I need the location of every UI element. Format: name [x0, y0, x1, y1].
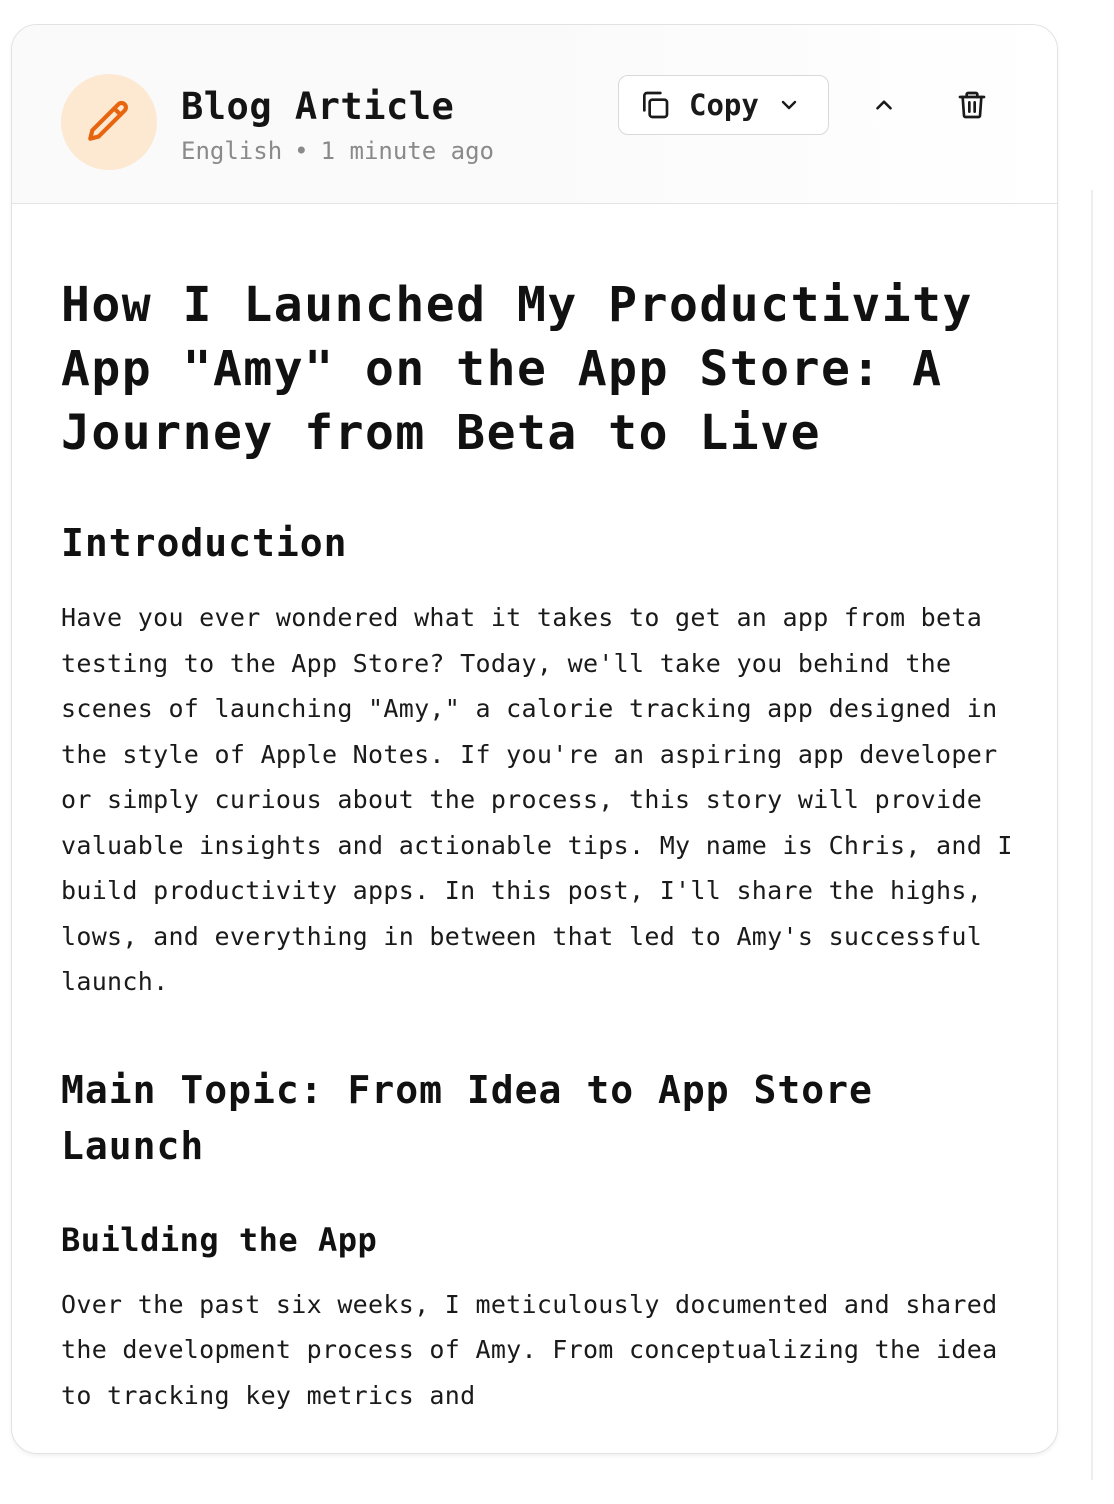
- section-heading-main-topic: Main Topic: From Idea to App Store Launch: [61, 1067, 873, 1168]
- chevron-up-icon: [871, 92, 897, 118]
- meta-separator: •: [294, 137, 309, 165]
- subheading-building-the-app: Building the App: [61, 1220, 378, 1259]
- building-paragraph: Over the past six weeks, I meticulously documented and shared the development process of Amy. From conceptualizing the idea to tracking key metrics and: [61, 1289, 998, 1410]
- blog-article-card: [11, 24, 1058, 1454]
- card-header: [12, 25, 1057, 204]
- copy-button-label: Copy: [689, 88, 759, 122]
- copy-options-toggle[interactable]: [777, 93, 801, 117]
- avatar: [61, 74, 157, 170]
- copy-button[interactable]: [618, 75, 829, 135]
- trash-icon: [956, 89, 988, 121]
- pencil-icon: [84, 97, 134, 147]
- timestamp: 1 minute ago: [320, 137, 494, 165]
- delete-button[interactable]: [952, 85, 992, 125]
- chevron-down-icon: [777, 93, 801, 117]
- article-title: How I Launched My Productivity App "Amy" on the App Store: A Journey from Beta to Live: [61, 277, 973, 461]
- card-meta: [181, 137, 494, 165]
- section-heading-introduction: Introduction: [61, 521, 348, 565]
- language-label: English: [181, 137, 283, 165]
- collapse-button[interactable]: [864, 85, 904, 125]
- scrollbar-track[interactable]: [1091, 190, 1093, 1480]
- card-title: Blog Article: [181, 85, 455, 128]
- article-body: [61, 273, 1021, 1418]
- copy-icon: [639, 89, 671, 121]
- intro-paragraph: Have you ever wondered what it takes to get an app from beta testing to the App Store? Today, we'll take you behind the scenes of launching "Amy," a calorie tracking app designed in the style of Apple Notes. If you're an aspiring app developer or simply curious about the process, this story will provide valuable insights and actionable tips. My name is Chris, and I build productivity apps. In this post, I'll share the highs, lows, and everything in between that led to Amy's successful launch.: [61, 603, 1013, 996]
